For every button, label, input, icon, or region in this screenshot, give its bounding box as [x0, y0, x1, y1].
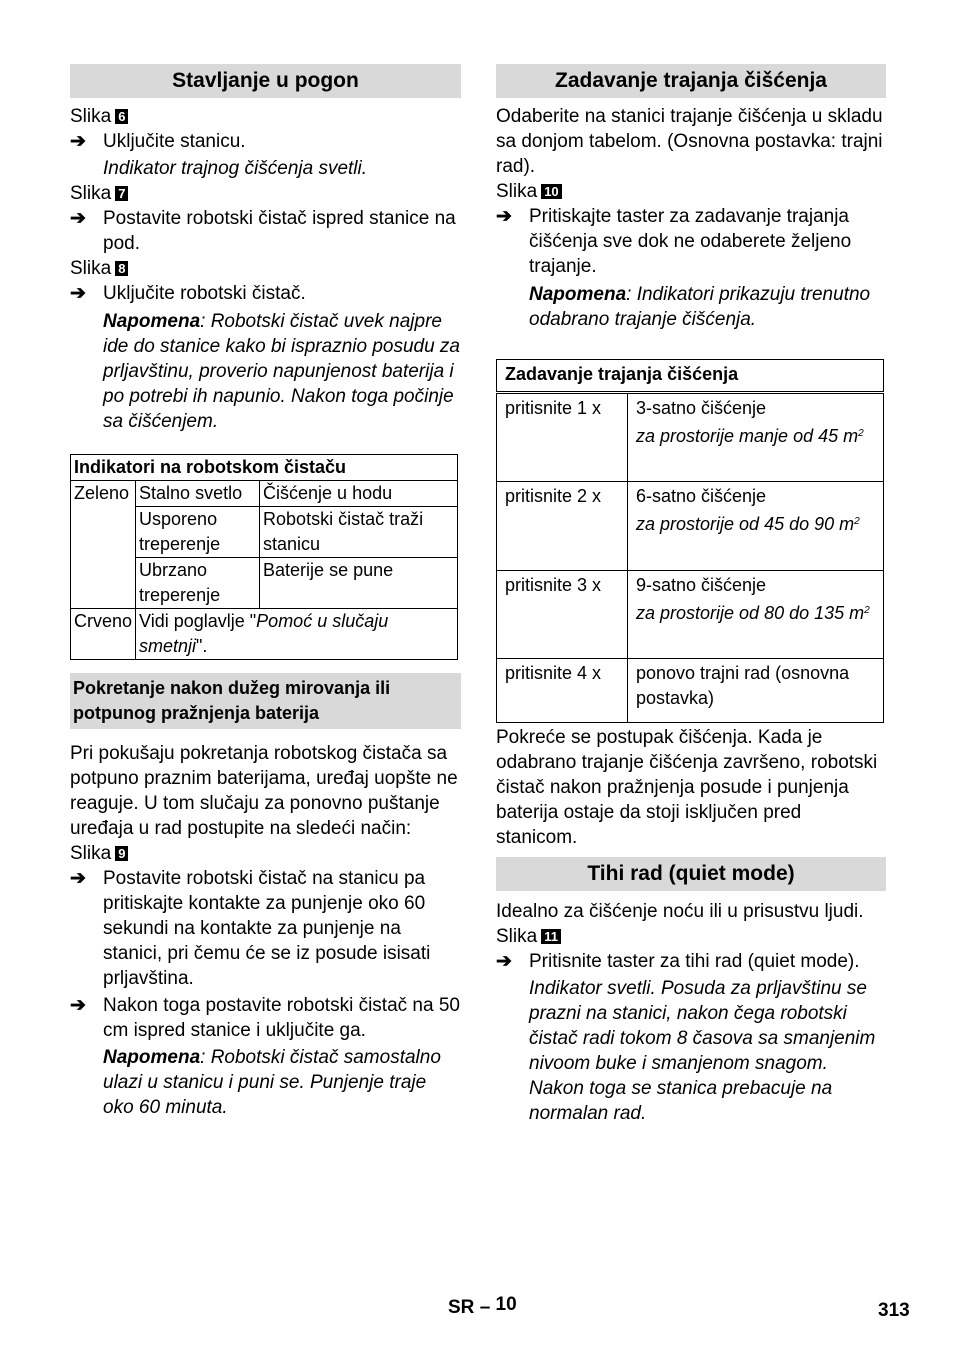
arrow-icon: ➔ [70, 868, 86, 889]
section-heading-quiet-mode: Tihi rad (quiet mode) [496, 857, 886, 891]
arrow-icon: ➔ [70, 131, 86, 152]
page-number: 313 [878, 1300, 910, 1321]
figure-ref: Slika 8 [70, 256, 461, 281]
table-cell: Ubrzano treperenje [136, 558, 260, 609]
figure-number: 7 [115, 186, 128, 201]
figure-ref: Slika 10 [496, 179, 886, 204]
table-cell: pritisnite 2 x [497, 482, 628, 571]
figure-number: 8 [115, 261, 128, 276]
table-cell: ponovo trajni rad (osnovna postavka) [628, 659, 884, 723]
note: Napomena: Robotski čistač samostalno ulazi u stanicu i puni se. Punjenje traje oko 60 minuta. [103, 1047, 441, 1118]
instruction-step: ➔ Pritiskajte taster za zadavanje trajanja čišćenja sve dok ne odaberete željeno trajanje. [496, 206, 852, 277]
table-cell: 6-satno čišćenje za prostorije od 45 do 90 $m^2$ [628, 482, 884, 571]
instruction-step: ➔ Postavite robotski čistač na stanicu pa pritiskajte kontakte za punjenje oko 60 sekundi na kontakte za punjenje na stanici, pri čemu će se iz posude isisati prljavština. [70, 868, 431, 989]
section-heading-commissioning: Stavljanje u pogon [70, 64, 461, 98]
step-result: Indikator svetli. Posuda za prljavštinu se prazni na stanici, nakon čega robotski čistač radi tokom 8 časova sa smanjenim nivoom buke i smanjenom snagom. Nakon toga se stanica prebacuje na normalan rad. [529, 978, 876, 1124]
table-cell: 3-satno čišćenje za prostorije manje od 45 $m^2$ [628, 393, 884, 482]
table-title: Zadavanje trajanja čišćenja [497, 360, 884, 393]
paragraph: Odaberite na stanici trajanje čišćenja u skladu sa donjom tabelom. (Osnovna postavka: trajni rad). [496, 106, 883, 177]
footer-section-label: SR – 10 [448, 1294, 517, 1318]
right-column [496, 64, 886, 1126]
figure-number: 9 [115, 846, 128, 861]
table-cell: Čišćenje u hodu [260, 481, 458, 507]
arrow-icon: ➔ [496, 951, 512, 972]
figure-ref: Slika 11 [496, 924, 886, 949]
instruction-step: ➔ Nakon toga postavite robotski čistač na 50 cm ispred stanice i uključite ga. [70, 995, 460, 1041]
table-cell: Baterije se pune [260, 558, 458, 609]
table-cell: pritisnite 3 x [497, 571, 628, 659]
indicator-table [70, 454, 458, 660]
arrow-icon: ➔ [70, 283, 86, 304]
step-result: Indikator trajnog čišćenja svetli. [103, 158, 368, 179]
table-cell: pritisnite 1 x [497, 393, 628, 482]
table-cell: Usporeno treperenje [136, 507, 260, 558]
figure-ref: Slika 7 [70, 181, 461, 206]
arrow-icon: ➔ [70, 995, 86, 1016]
instruction-step: ➔ Uključite robotski čistač. [70, 283, 306, 304]
note: Napomena: Robotski čistač uvek najpre ide do stanice kako bi ispraznio posudu za prljavštinu, proverio napunjenost baterija i po potrebi ih napunio. Nakon toga počinje sa čišćenjem. [103, 311, 461, 432]
table-cell: 9-satno čišćenje za prostorije od 80 do 135 $m^2$ [628, 571, 884, 659]
arrow-icon: ➔ [496, 206, 512, 227]
paragraph: Pokreće se postupak čišćenja. Kada je odabrano trajanje čišćenja završeno, robotski čistač nakon pražnjenja posude i punjenja baterija ostaje da stoji isključen pred stanicom. [496, 727, 878, 848]
table-title: Indikatori na robotskom čistaču [71, 455, 458, 481]
figure-ref: Slika 6 [70, 104, 461, 129]
paragraph: Pri pokušaju pokretanja robotskog čistača sa potpuno praznim baterijama, uređaj uopšte ne reaguje. U tom slučaju za ponovno puštanje uređaja u rad postupite na sledeći način: [70, 743, 458, 839]
section-heading-duration: Zadavanje trajanja čišćenja [496, 64, 886, 98]
left-column [70, 64, 461, 1120]
instruction-step: ➔ Pritisnite taster za tihi rad (quiet mode). [496, 951, 860, 972]
table-cell: pritisnite 4 x [497, 659, 628, 723]
figure-number: 11 [541, 929, 561, 944]
arrow-icon: ➔ [70, 208, 86, 229]
table-cell: Zeleno [71, 481, 136, 609]
table-cell: Crveno [71, 609, 136, 660]
table-cell: Robotski čistač traži stanicu [260, 507, 458, 558]
duration-table [496, 359, 884, 723]
table-cell: Stalno svetlo [136, 481, 260, 507]
instruction-step: ➔ Postavite robotski čistač ispred stanice na pod. [70, 208, 456, 254]
table-cell: Vidi poglavlje "Pomoć u slučaju smetnji". [136, 609, 458, 660]
note: Napomena: Indikatori prikazuju trenutno odabrano trajanje čišćenja. [529, 284, 871, 330]
paragraph: Idealno za čišćenje noću ili u prisustvu ljudi. [496, 901, 864, 922]
figure-number: 10 [541, 184, 561, 199]
section-heading-restart: Pokretanje nakon dužeg mirovanja ili potpunog pražnjenja baterija [70, 673, 461, 729]
instruction-step: ➔ Uključite stanicu. [70, 131, 246, 152]
figure-ref: Slika 9 [70, 841, 461, 866]
figure-number: 6 [115, 109, 128, 124]
